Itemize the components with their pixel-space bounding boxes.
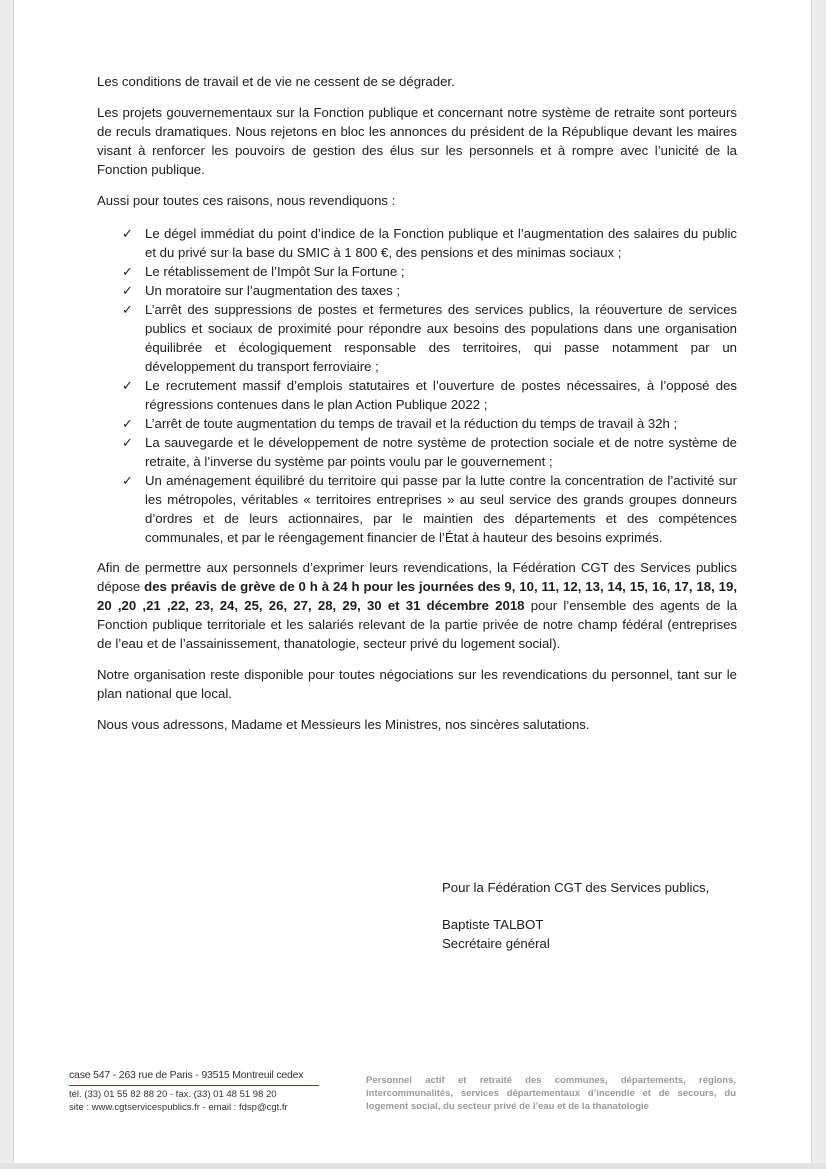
- list-item: ✓ Le dégel immédiat du point d’indice de la Fonction publique et l’augmentation des salaires du public et du privé sur la base du SMIC à 1 800 €, des pensions et des minimas sociaux ;: [122, 226, 737, 260]
- availability-paragraph: Notre organisation reste disponible pour toutes négociations sur les revendications du personnel, tant sur le plan national que local.: [97, 667, 737, 701]
- signature-block: [442, 878, 709, 953]
- demands-list: [97, 224, 737, 547]
- checkmark-icon: ✓: [122, 264, 133, 279]
- strike-dates: des préavis de grève de 0 h à 24 h pour les journées des 9, 10, 11, 12, 13, 14, 15, 16, 17, 18, 19, 20 ,20 ,21 ,22, 23, 24, 25, 26, 27, 28, 29, 30 et 31 décembre 2018: [97, 579, 737, 613]
- strike-notice-paragraph: Afin de permettre aux personnels d’exprimer leurs revendications, la Fédération CGT des Services publics dépose des préavis de grève de 0 h à 24 h pour les journées des 9, 10, 11, 12, 13, 14, 15, 16, 17, 18, 19, 20 ,20 ,21 ,22, 23, 24, 25, 26, 27, 28, 29, 30 et 31 décembre 2018 pour l’ensemble des agents de la Fonction publique territoriale et les salariés relevant de la partie privée de notre champ fédéral (entreprises de l’eau et de l’assainissement, thanatologie, secteur privé du logement social).: [97, 560, 737, 651]
- checkmark-icon: ✓: [122, 283, 133, 298]
- checkmark-icon: ✓: [122, 378, 133, 393]
- checkmark-icon: ✓: [122, 226, 133, 241]
- footer-phone: tél. (33) 01 55 82 88 20 - fax. (33) 01 48 51 98 20: [69, 1089, 277, 1100]
- footer-address: case 547 - 263 rue de Paris - 93515 Montreuil cedex: [69, 1069, 304, 1081]
- list-item: ✓ La sauvegarde et le développement de notre système de protection sociale et de notre système de retraite, à l’inverse du système par points voulu par le gouvernement ;: [122, 435, 737, 469]
- signature-organization: Pour la Fédération CGT des Services publics,: [442, 880, 710, 895]
- demands-intro: Aussi pour toutes ces raisons, nous revendiquons :: [97, 193, 396, 208]
- letter-page: [13, 0, 812, 1169]
- list-item: ✓ Le recrutement massif d’emplois statutaires et l’ouverture de postes nécessaires, à l’opposé des régressions contenues dans le plan Action Publique 2022 ;: [122, 378, 737, 412]
- list-item: ✓ Un moratoire sur l’augmentation des taxes ;: [122, 283, 401, 298]
- signatory-name: Baptiste TALBOT: [442, 917, 544, 932]
- checkmark-icon: ✓: [122, 302, 133, 317]
- checkmark-icon: ✓: [122, 435, 133, 450]
- checkmark-icon: ✓: [122, 473, 133, 488]
- list-item: ✓ Le rétablissement de l’Impôt Sur la Fortune ;: [122, 264, 405, 279]
- letter-body: [97, 72, 737, 746]
- signatory-role: Secrétaire général: [442, 936, 550, 951]
- government-projects-paragraph: Les projets gouvernementaux sur la Fonction publique et concernant notre système de retraite sont porteurs de reculs dramatiques. Nous rejetons en bloc les annonces du président de la République devant les maires visant à renforcer les pouvoirs de gestion des élus sur les personnels et à rompre avec l’unicité de la Fonction publique.: [97, 105, 737, 177]
- checkmark-icon: ✓: [122, 416, 133, 431]
- footer-contact: [69, 1069, 319, 1114]
- closing-salutation: Nous vous adressons, Madame et Messieurs les Ministres, nos sincères salutations.: [97, 717, 590, 732]
- page-bottom-edge: [0, 1163, 826, 1169]
- list-item: ✓ Un aménagement équilibré du territoire qui passe par la lutte contre la concentration de l’activité sur les métropoles, véritables « territoires entreprises » au seul service des grands groupes donneurs d’ordres et de leurs actionnaires, par le maintien des départements et des compétences communales, et par le réengagement financier de l’État à hauteur des besoins exprimés.: [122, 473, 737, 545]
- list-item: ✓ L’arrêt des suppressions de postes et fermetures des services publics, la réouverture de services publics et sociaux de proximité pour répondre aux besoins des populations dans une organisation équilibrée et écologiquement responsable des territoires, qui passe notamment par un développement du transport ferroviaire ;: [122, 302, 737, 374]
- footer-site: site : www.cgtservicespublics.fr - email : fdsp@cgt.fr: [69, 1102, 288, 1113]
- list-item: ✓ L’arrêt de toute augmentation du temps de travail et la réduction du temps de travail à 32h ;: [122, 416, 678, 431]
- intro-paragraph: Les conditions de travail et de vie ne cessent de se dégrader.: [97, 74, 455, 89]
- footer-tagline: Personnel actif et retraité des communes, départements, régions, intercommunalités, services départementaux d’incendie et de secours, du logement social, du secteur privé de l’eau et de la thanatologie: [366, 1075, 736, 1112]
- footer-divider: [69, 1085, 319, 1086]
